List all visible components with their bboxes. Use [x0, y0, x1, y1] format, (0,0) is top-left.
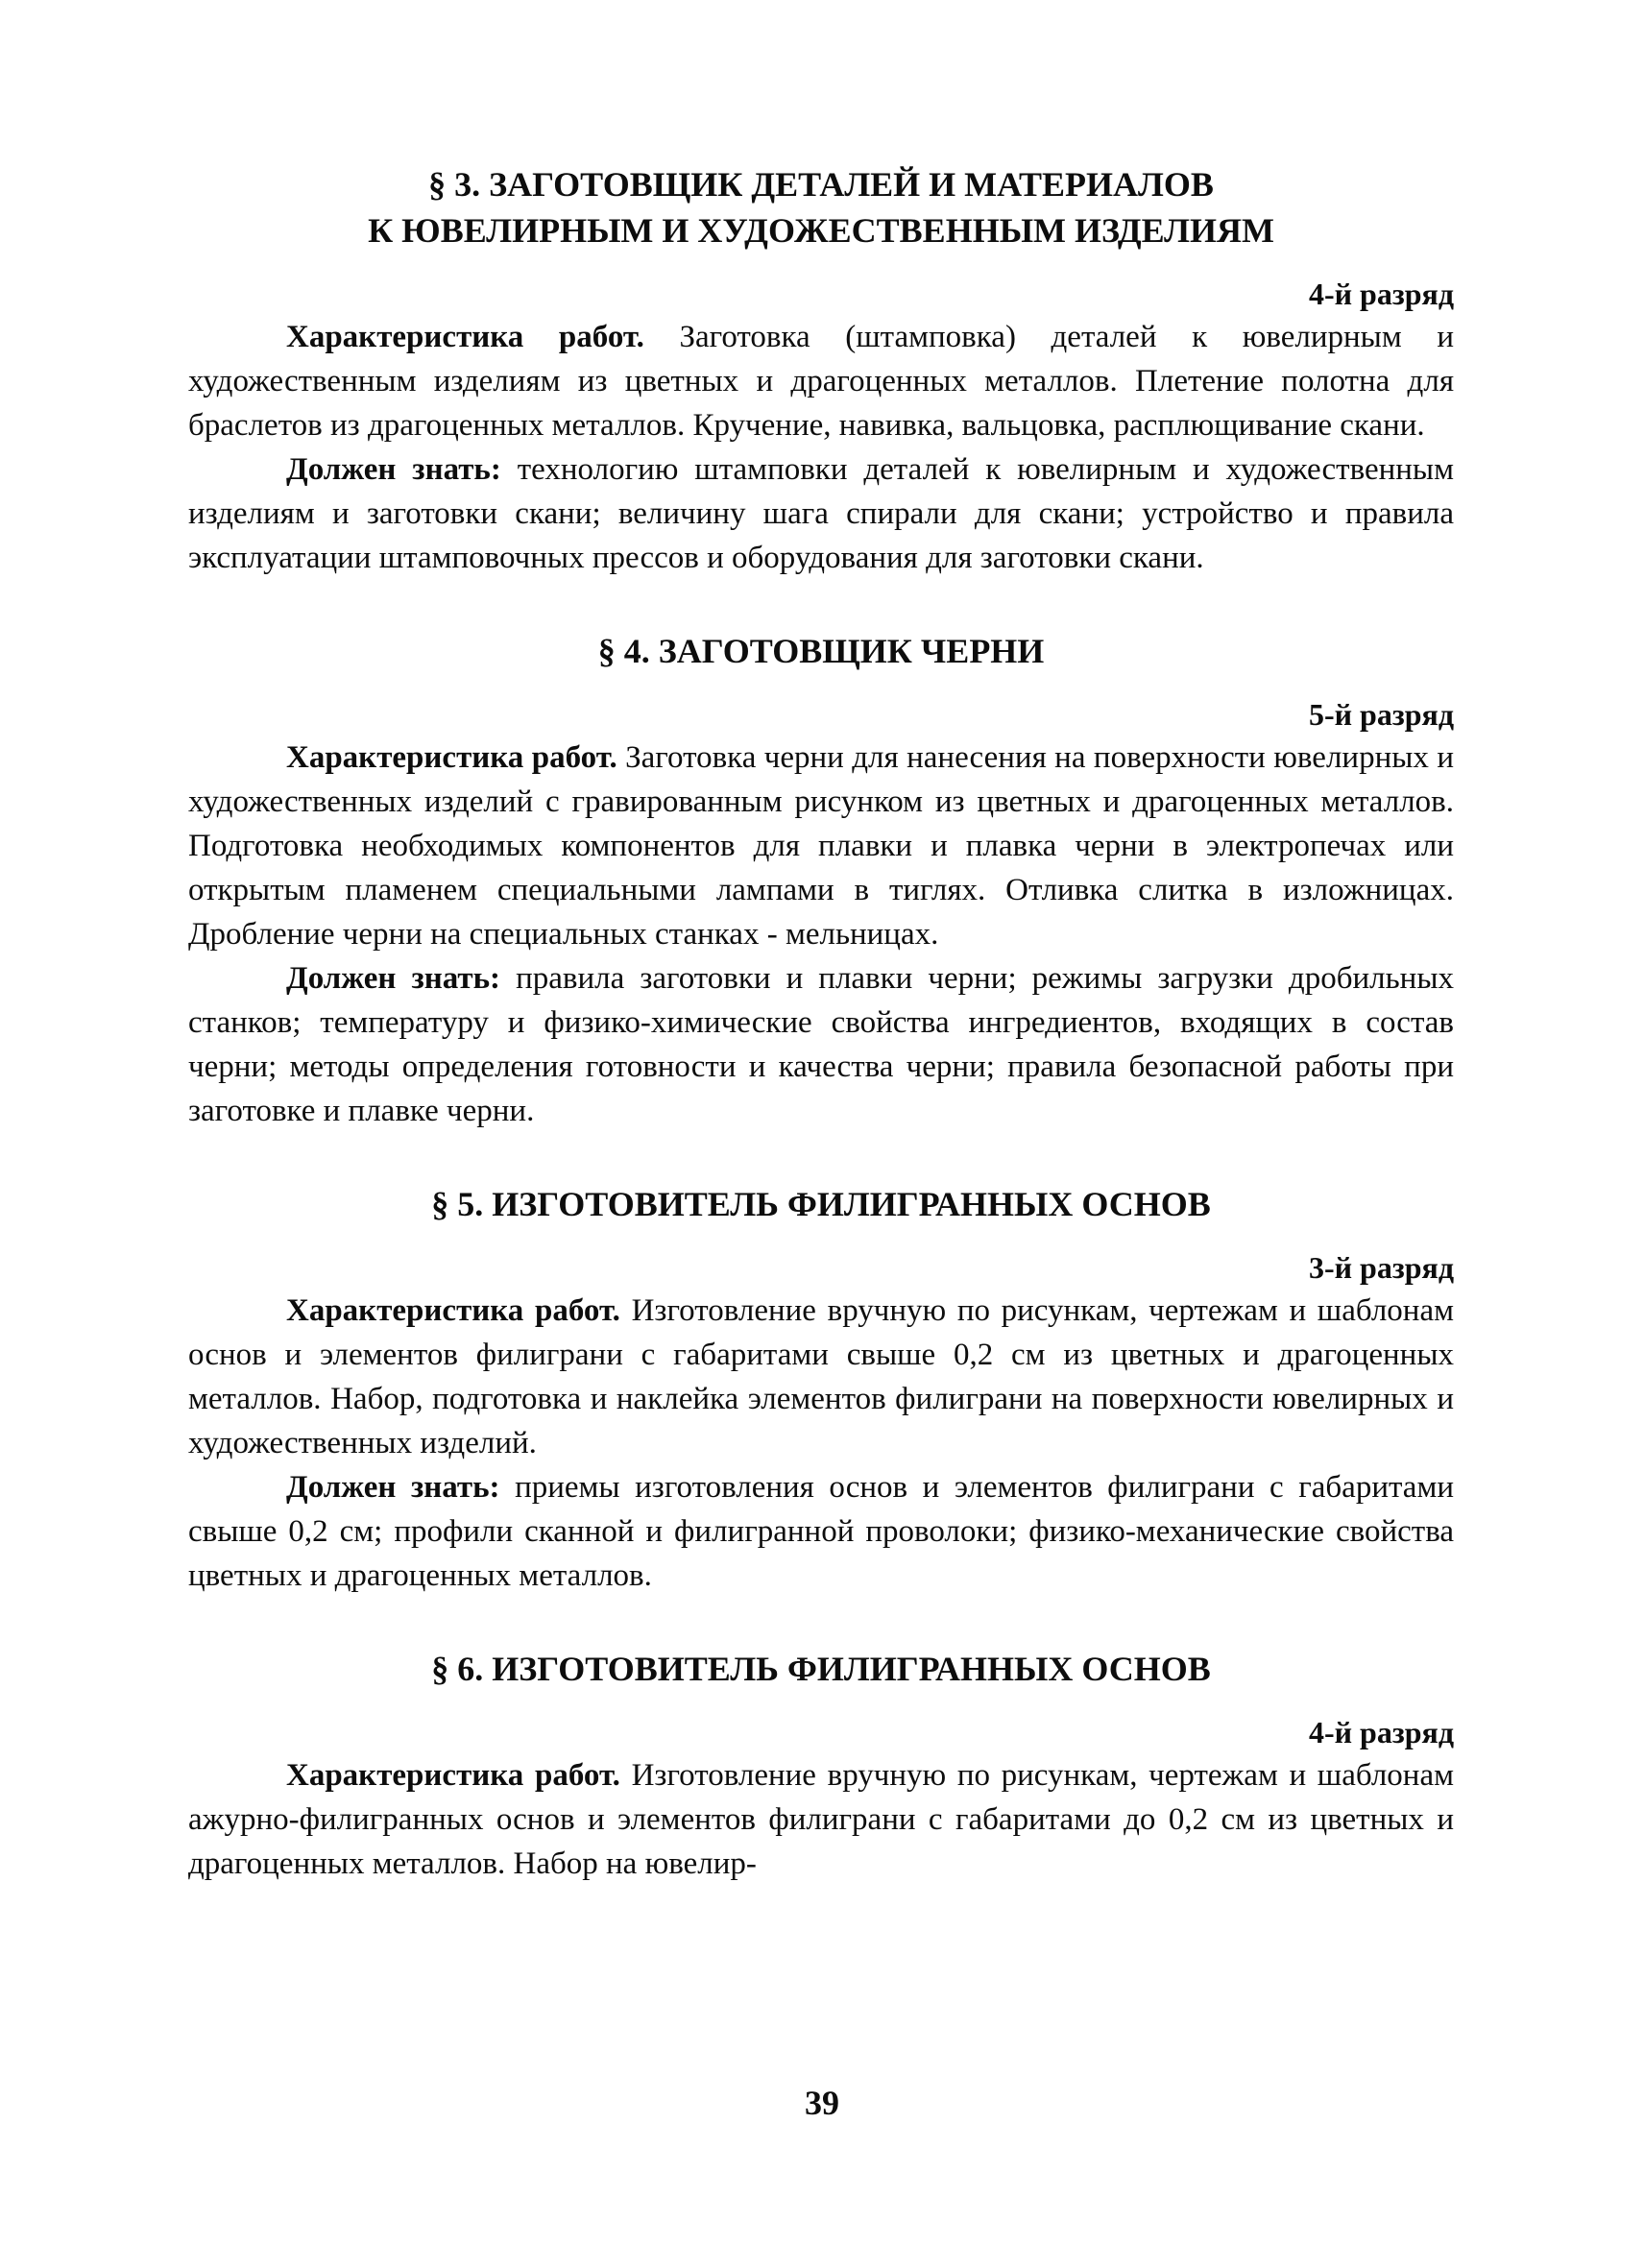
section-heading — [188, 628, 1454, 674]
knowledge-lead: Должен знать: — [286, 452, 501, 487]
grade-label: 4-й разряд — [1308, 277, 1454, 311]
characteristics-text: Изготовление вручную по рисункам, чертежам и шаблонам основ и элементов филиграни с габаритами свыше 0,2 см из цветных и драгоценных металлов. Набор, подготовка и наклейка элементов филиграни на поверхности ювелирных и художественных изделий. — [188, 1293, 1454, 1460]
knowledge-paragraph — [188, 956, 1454, 1133]
section-heading-line-1: § 6. ИЗГОТОВИТЕЛЬ ФИЛИГРАННЫХ ОСНОВ — [431, 1650, 1211, 1688]
knowledge-text: правила заготовки и плавки черни; режимы загрузки дробильных станков; температуру и физико-химические свойства ингредиентов, входящих в состав черни; методы определения готовности и качества черни; правила безопасной работы при заготовке и плавке черни. — [188, 961, 1455, 1128]
characteristics-paragraph — [188, 1753, 1454, 1886]
section-3 — [188, 161, 1454, 580]
grade-label: 5-й разряд — [1308, 697, 1454, 732]
section-heading-line-1: § 5. ИЗГОТОВИТЕЛЬ ФИЛИГРАННЫХ ОСНОВ — [431, 1185, 1211, 1223]
section-heading — [188, 1181, 1454, 1227]
section-6 — [188, 1646, 1454, 1886]
section-4 — [188, 628, 1454, 1133]
section-heading-line-1: § 3. ЗАГОТОВЩИК ДЕТАЛЕЙ И МАТЕРИАЛОВ — [428, 165, 1214, 204]
characteristics-text: Заготовка (штамповка) деталей к ювелирным и художественным изделиям из цветных и драгоценных металлов. Плетение полотна для браслетов из драгоценных металлов. Кручение, навивка, вальцовка, расплющивание скани. — [188, 320, 1454, 443]
characteristics-lead: Характеристика работ. — [286, 1758, 620, 1793]
grade-label: 3-й разряд — [1308, 1250, 1454, 1285]
section-5 — [188, 1181, 1454, 1598]
knowledge-lead: Должен знать: — [286, 1470, 500, 1505]
knowledge-paragraph — [188, 447, 1454, 580]
knowledge-text: приемы изготовления основ и элементов филиграни с габаритами свыше 0,2 см; профили сканной и филигранной проволоки; физико-механические свойства цветных и драгоценных металлов. — [188, 1470, 1454, 1593]
section-heading — [188, 1646, 1454, 1692]
knowledge-lead: Должен знать: — [286, 961, 501, 996]
characteristics-lead: Характеристика работ. — [286, 740, 617, 775]
section-heading — [188, 161, 1454, 253]
characteristics-paragraph — [188, 1289, 1454, 1465]
characteristics-lead: Характеристика работ. — [286, 1293, 620, 1328]
grade-label: 4-й разряд — [1308, 1715, 1454, 1749]
characteristics-lead: Характеристика работ. — [286, 320, 644, 354]
knowledge-text: технологию штамповки деталей к ювелирным и художественным изделиям и заготовки скани; величину шага спирали для скани; устройство и правила эксплуатации штамповочных прессов и оборудования для заготовки скани. — [188, 452, 1454, 575]
characteristics-text: Заготовка черни для нанесения на поверхности ювелирных и художественных изделий с гравированным рисунком из цветных и драгоценных металлов. Подготовка необходимых компонентов для плавки и плавка черни в электропечах или открытым пламенем специальными лампами в тиглях. Отливка слитка в изложницах. Дробление черни на специальных станках - мельницах. — [188, 740, 1454, 952]
characteristics-paragraph — [188, 315, 1454, 447]
section-heading-line-1: § 4. ЗАГОТОВЩИК ЧЕРНИ — [597, 632, 1045, 670]
knowledge-paragraph — [188, 1465, 1454, 1598]
page-content — [188, 161, 1454, 1886]
characteristics-text: Изготовление вручную по рисункам, чертежам и шаблонам ажурно-филигранных основ и элементов филиграни с габаритами до 0,2 см из цветных и драгоценных металлов. Набор на ювелир- — [188, 1758, 1454, 1881]
page-number: 39 — [805, 2084, 839, 2122]
characteristics-paragraph — [188, 736, 1454, 956]
section-heading-line-2: К ЮВЕЛИРНЫМ И ХУДОЖЕСТВЕННЫМ ИЗДЕЛИЯМ — [368, 211, 1274, 250]
